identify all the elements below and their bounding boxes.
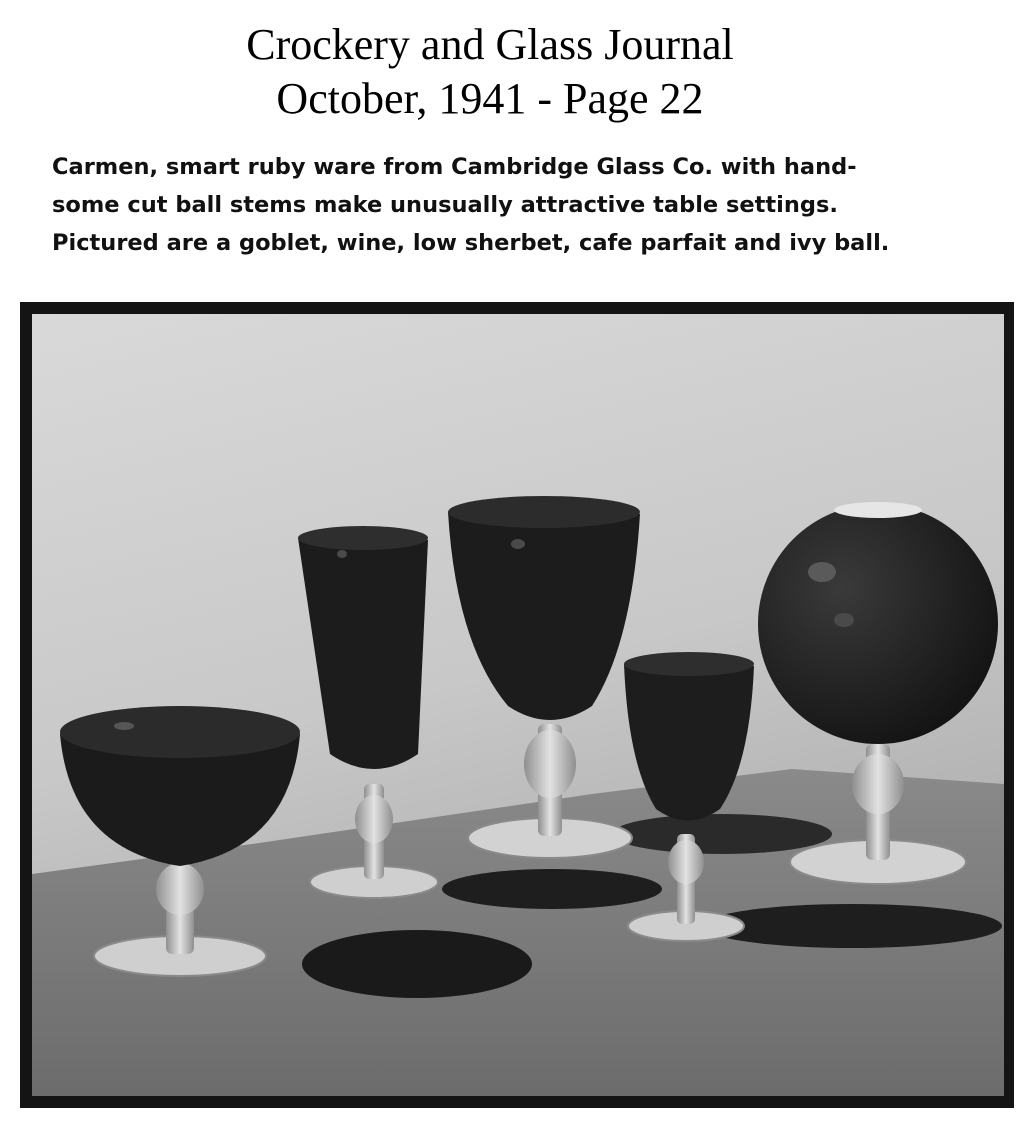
journal-date-page: October, 1941 - Page 22: [276, 74, 704, 123]
shadow-wine: [702, 904, 1002, 948]
glassware-photo: [32, 314, 1004, 1096]
shadow-goblet: [612, 814, 832, 854]
journal-header: [0, 18, 980, 126]
article-caption: [52, 148, 1012, 262]
shadow-parfait: [442, 869, 662, 909]
shadow-sherbet: [302, 930, 532, 998]
journal-title: Crockery and Glass Journal: [246, 20, 734, 69]
caption-line-3: Pictured are a goblet, wine, low sherbet, cafe parfait and ivy ball.: [52, 230, 890, 256]
caption-line-2: some cut ball stems make unusually attractive table settings.: [52, 192, 838, 218]
caption-line-1: Carmen, smart ruby ware from Cambridge Glass Co. with hand-: [52, 154, 857, 180]
photo-frame: [20, 302, 1014, 1108]
